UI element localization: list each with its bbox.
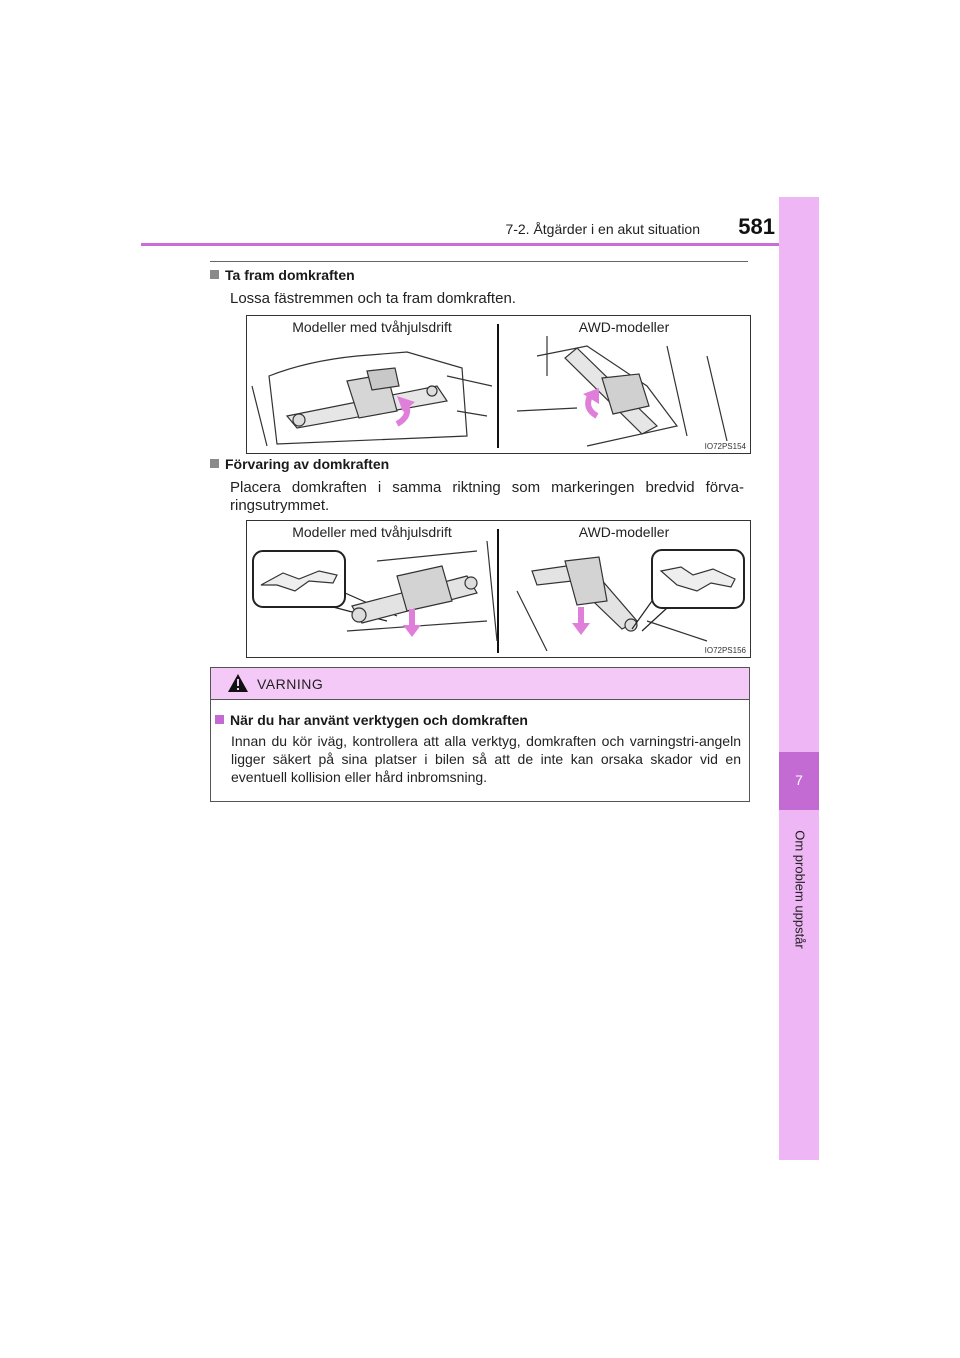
figure-label-2wd: Modeller med tvåhjulsdrift	[292, 319, 452, 335]
section-heading-text: Ta fram domkraften	[225, 267, 355, 283]
jack-removal-illustration	[247, 316, 750, 453]
chapter-title: Om problem uppstår	[792, 830, 808, 949]
warning-header	[211, 668, 749, 700]
warning-box	[210, 667, 750, 802]
section-heading-storage	[210, 456, 389, 472]
jack-storage-illustration	[247, 521, 750, 657]
figure-label-2wd: Modeller med tvåhjulsdrift	[292, 524, 452, 540]
chapter-number: 7	[795, 772, 803, 788]
figure-take-out-jack	[246, 315, 751, 454]
content-top-rule	[210, 261, 748, 262]
figure-code: IO72PS156	[704, 646, 746, 655]
warning-triangle-icon	[227, 673, 249, 693]
square-bullet-icon	[210, 459, 219, 468]
warning-title: VARNING	[257, 676, 324, 692]
figure-label-awd: AWD-modeller	[578, 319, 670, 335]
square-bullet-icon	[210, 270, 219, 279]
section-heading-take-out	[210, 267, 355, 283]
figure-store-jack	[246, 520, 751, 658]
warning-subheading-text: När du har använt verktygen och domkraften	[230, 712, 528, 728]
header-rule	[141, 243, 819, 246]
figure-code: IO72PS154	[704, 442, 746, 451]
page-number: 581	[738, 214, 775, 239]
section-body-take-out: Lossa fästremmen och ta fram domkraften.	[230, 290, 516, 307]
chapter-side-tab	[779, 197, 819, 1160]
section-title: 7-2. Åtgärder i en akut situation	[505, 221, 700, 237]
figure-label-awd: AWD-modeller	[578, 524, 670, 540]
warning-text: Innan du kör iväg, kontrollera att alla verktyg, domkraften och varningstri-angeln ligger säkert på sina platser i bilen så att de inte kan orsaka skador vid en eventuell kollision eller hård inbromsning.	[231, 733, 741, 785]
section-body-storage: Placera domkraften i samma riktning som markeringen bredvid förva-ringsutrymmet.	[230, 479, 744, 514]
warning-subheading	[215, 712, 528, 728]
section-heading-text: Förvaring av domkraften	[225, 456, 390, 472]
square-bullet-icon	[215, 715, 224, 724]
